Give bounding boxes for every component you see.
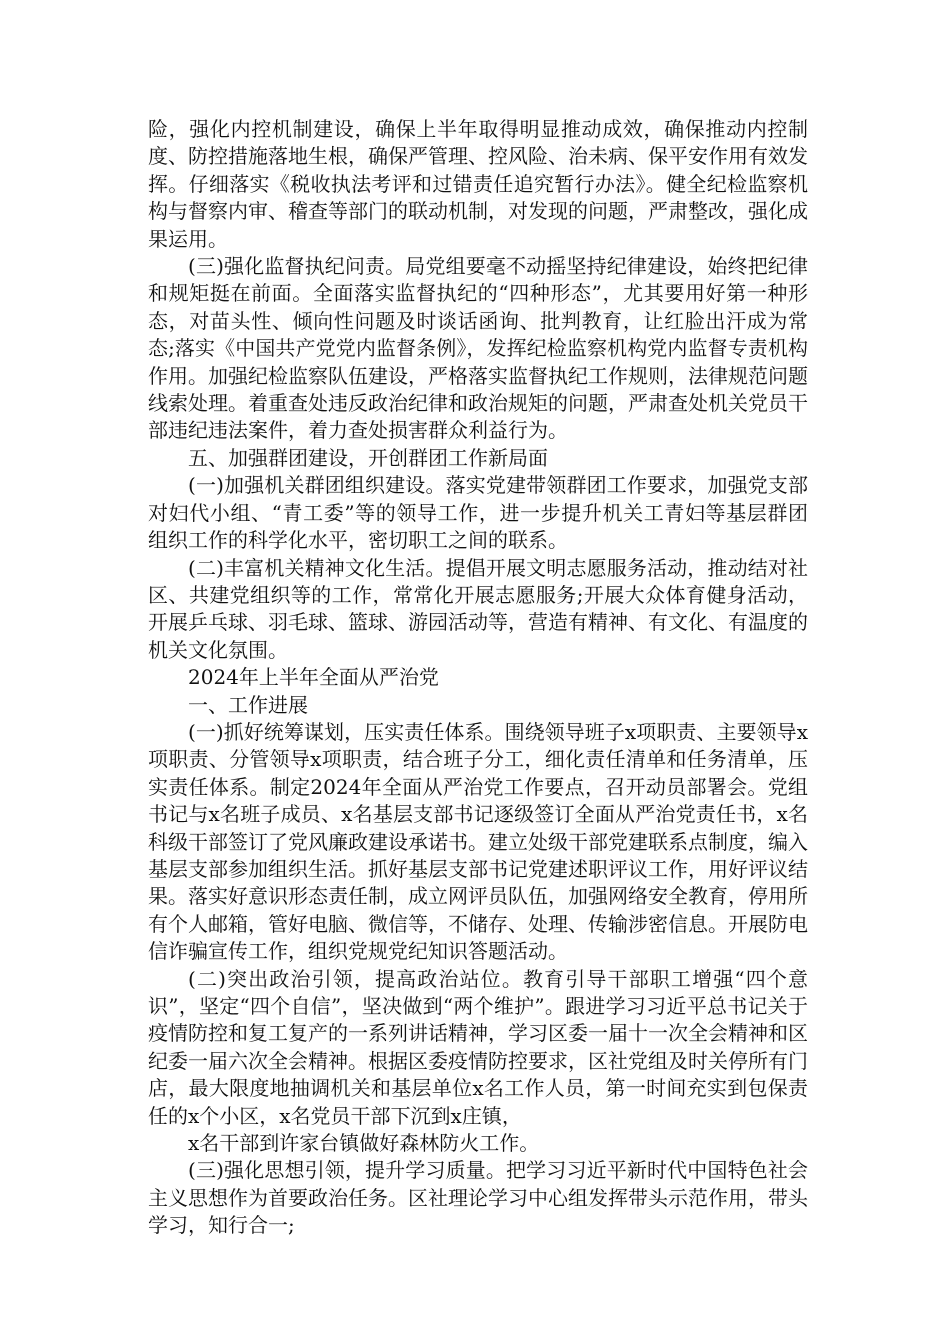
document-title: 2024年上半年全面从严治党 bbox=[188, 665, 439, 690]
paragraph-8: (一)抓好统筹谋划，压实责任体系。围绕领导班子x项职责、主要领导x项职责、分管领导x项职责，结合班子分工，细化责任清单和任务清单，压实责任体系。制定2024年全面从严治党工作要点，召开动员部署会。党组书记与x名班子成员、x名基层支部书记逐级签订全面从严治党责任书，x名科级干部签订了党风廉政建设承诺书。建立处级干部党建联系点制度，编入基层支部参加组织生活。抓好基层支部书记党建述职评议工作，用好评议结果。落实好意识形态责任制，成立网评员队伍，加强网络安全教育，停用所有个人邮箱，管好电脑、微信等，不储存、处理、传输涉密信息。开展防电信诈骗宣传工作，组织党规党纪知识答题活动。 bbox=[148, 719, 808, 964]
paragraph-1: 险，强化内控机制建设，确保上半年取得明显推动成效，确保推动内控制度、防控措施落地生根，确保严管理、控风险、治未病、保平安作用有效发挥。仔细落实《税收执法考评和过错责任追究暂行办法》。健全纪检监察机构与督察内审、稽查等部门的联动机制，对发现的问题，严肃整改，强化成果运用。 bbox=[148, 117, 808, 251]
paragraph-11: (三)强化思想引领，提升学习质量。把学习习近平新时代中国特色社会主义思想作为首要政治任务。区社理论学习中心组发挥带头示范作用，带头学习，知行合一; bbox=[148, 1158, 808, 1238]
document-body bbox=[148, 116, 808, 1240]
section-heading-5: 五、加强群团建设，开创群团工作新局面 bbox=[188, 445, 548, 470]
paragraph-9: (二)突出政治引领，提高政治站位。教育引导干部职工增强“四个意识”，坚定“四个自信”，坚决做到“两个维护”。跟进学习习近平总书记关于疫情防控和复工复产的一系列讲话精神，学习区委一届十一次全会精神和区纪委一届六次全会精神。根据区委疫情防控要求，区社党组及时关停所有门店，最大限度地抽调机关和基层单位x名工作人员，第一时间充实到包保责任的x个小区，x名党员干部下沉到x庄镇， bbox=[148, 966, 808, 1128]
paragraph-2: (三)强化监督执纪问责。局党组要毫不动摇坚持纪律建设，始终把纪律和规矩挺在前面。全面落实监督执纪的“四种形态”，尤其要用好第一种形态，对苗头性、倾向性问题及时谈话函询、批判教育，让红脸出汗成为常态;落实《中国共产党党内监督条例》，发挥纪检监察机构党内监督专责机构作用。加强纪检监察队伍建设，严格落实监督执纪工作规则，法律规范问题线索处理。着重查处违反政治纪律和政治规矩的问题，严肃查处机关党员干部违纪违法案件，着力查处损害群众利益行为。 bbox=[148, 254, 808, 443]
paragraph-10: x名干部到许家台镇做好森林防火工作。 bbox=[188, 1131, 540, 1156]
paragraph-5: (二)丰富机关精神文化生活。提倡开展文明志愿服务活动，推动结对社区、共建党组织等的工作，常常化开展志愿服务;开展大众体育健身活动，开展乒乓球、羽毛球、篮球、游园活动等，营造有精神、有文化、有温度的机关文化氛围。 bbox=[148, 555, 808, 662]
section-heading-1: 一、工作进展 bbox=[188, 692, 308, 717]
paragraph-4: (一)加强机关群团组织建设。落实党建带领群团工作要求，加强党支部对妇代小组、“青工委”等的领导工作，进一步提升机关工青妇等基层群团组织工作的科学化水平，密切职工之间的联系。 bbox=[148, 473, 808, 553]
